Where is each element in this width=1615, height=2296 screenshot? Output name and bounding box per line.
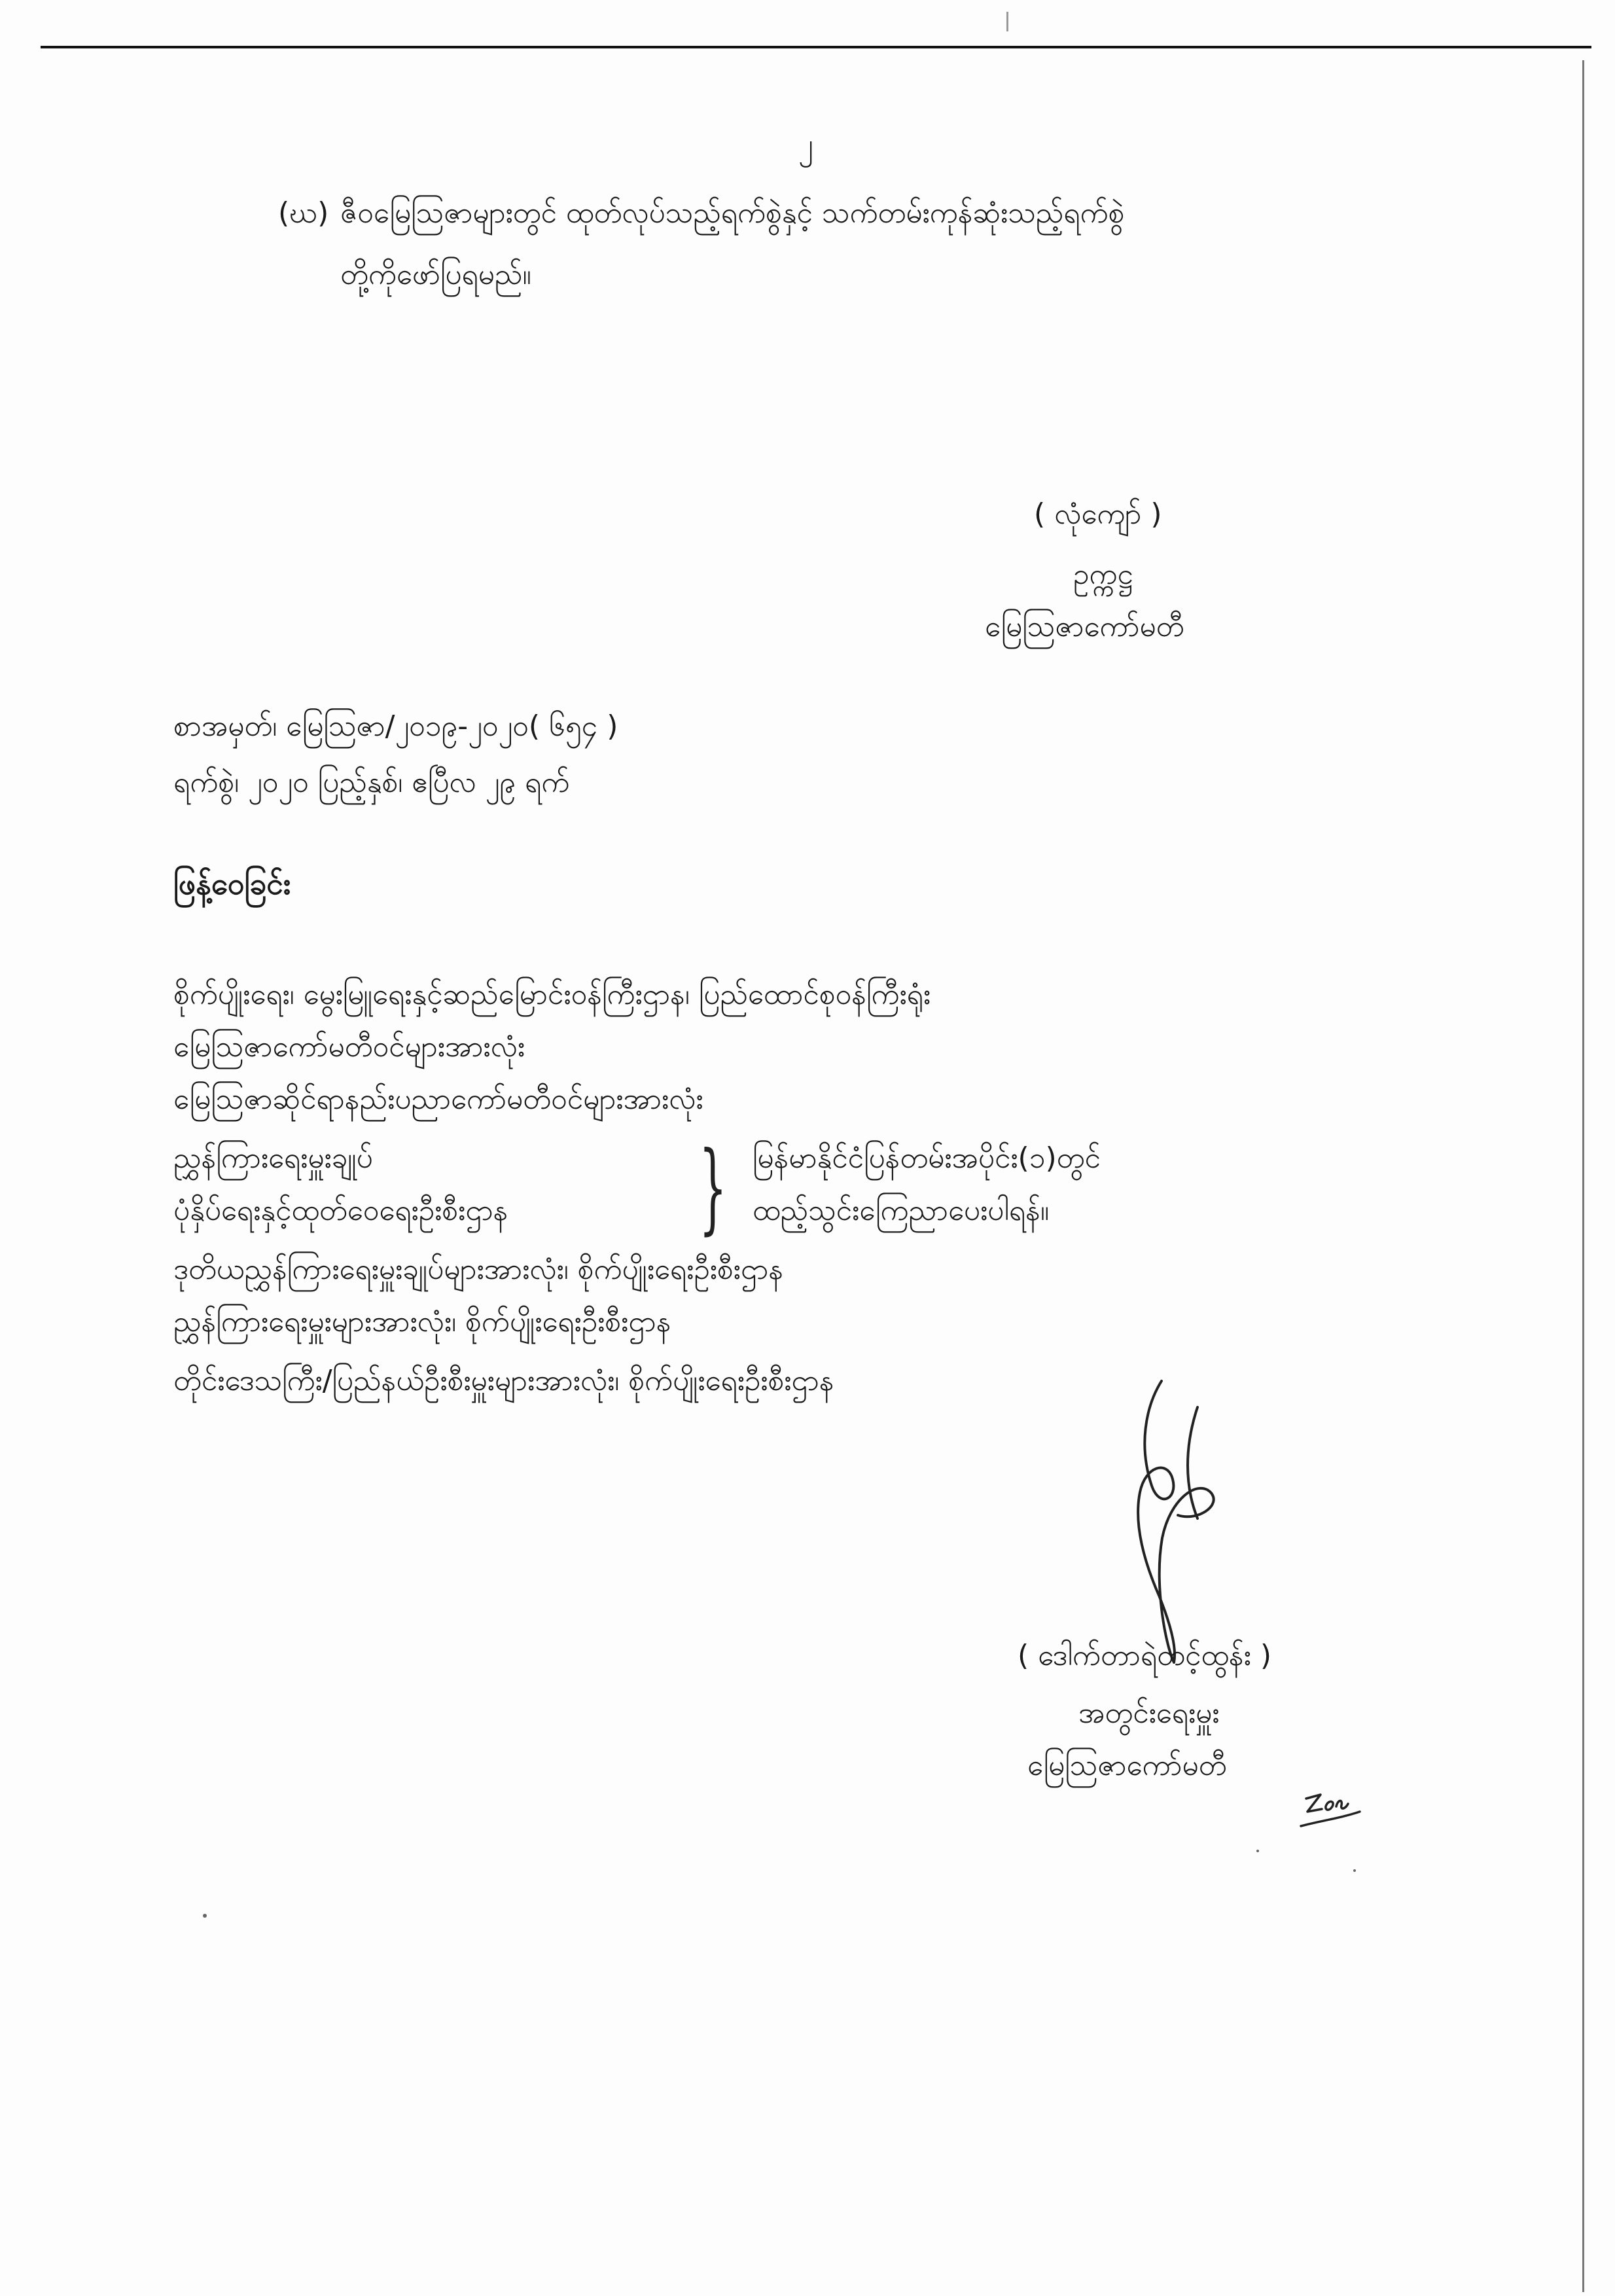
distribution-line: ပုံနှိပ်ရေးနှင့်ထုတ်ဝေရေးဦးစီးဌာန [173, 1194, 508, 1227]
handwritten-signature [1099, 1368, 1256, 1669]
item-text-line: ဇီဝမြေသြဇာများတွင် ထုတ်လုပ်သည့်ရက်စွဲနှင့် သက်တမ်းကုန်ဆုံးသည့်ရက်စွဲ [340, 196, 1125, 230]
grouping-brace: } [699, 1131, 727, 1245]
scan-mark [1006, 12, 1008, 31]
item-text-line: တို့ကိုဖော်ပြရမည်။ [340, 258, 531, 291]
scan-edge [1582, 60, 1584, 2292]
reference-date: ရက်စွဲ၊ ၂၀၂၀ ပြည့်နှစ်၊ ဧပြီလ ၂၉ ရက် [173, 766, 570, 799]
distribution-line: တိုင်းဒေသကြီး/ပြည်နယ်ဦးစီးမှူးများအားလုံး၊ စိုက်ပျိုးရေးဦးစီးဌာန [173, 1364, 834, 1397]
distribution-line: မြေသြဇာဆိုင်ရာနည်းပညာကော်မတီဝင်များအားလုံး [173, 1083, 703, 1116]
scan-speck [203, 1914, 207, 1918]
sender-organization: မြေသြဇာကော်မတီ [1027, 1749, 1227, 1782]
distribution-line: ညွှန်ကြားရေးမှူးချုပ် [173, 1141, 373, 1175]
item-marker: (ဃ) [278, 196, 329, 230]
scan-speck [1256, 1850, 1259, 1852]
top-rule [41, 46, 1591, 48]
signatory-title: ဥက္ကဋ္ဌ [1073, 558, 1133, 591]
distribution-line: ညွှန်ကြားရေးမှူးများအားလုံး၊ စိုက်ပျိုးရေးဦးစီးဌာန [173, 1305, 671, 1338]
reference-number: စာအမှတ်၊ မြေသြဇာ/၂၀၁၉-၂၀၂၀( ၆၅၄ ) [173, 709, 618, 743]
handwritten-initials [1294, 1780, 1366, 1846]
distribution-line: ဒုတိယညွှန်ကြားရေးမှူးချုပ်များအားလုံး၊ စိုက်ပျိုးရေးဦးစီးဌာန [173, 1253, 784, 1286]
bracket-note: မြန်မာနိုင်ငံပြန်တမ်းအပိုင်း(၁)တွင် [753, 1141, 1101, 1175]
signed-mark: ( လုံကျော် ) [1034, 497, 1162, 531]
bracket-note: ထည့်သွင်းကြေညာပေးပါရန်။ [753, 1194, 1050, 1227]
sender-title: အတွင်းရေးမှူး [1078, 1696, 1220, 1730]
page-number: ၂ [798, 126, 813, 162]
sender-name: ( ဒေါက်တာရဲတင့်ထွန်း ) [1018, 1639, 1272, 1672]
scan-speck [1353, 1869, 1356, 1872]
signatory-organization: မြေသြဇာကော်မတီ [985, 610, 1184, 643]
distribution-line: မြေသြဇာကော်မတီဝင်များအားလုံး [173, 1030, 525, 1064]
distribution-line: စိုက်ပျိုးရေး၊ မွေးမြူရေးနှင့်ဆည်မြောင်းဝန်ကြီးဌာန၊ ပြည်ထောင်စုဝန်ကြီးရုံး [173, 978, 931, 1011]
distribution-heading: ဖြန့်ဝေခြင်း [173, 866, 291, 901]
